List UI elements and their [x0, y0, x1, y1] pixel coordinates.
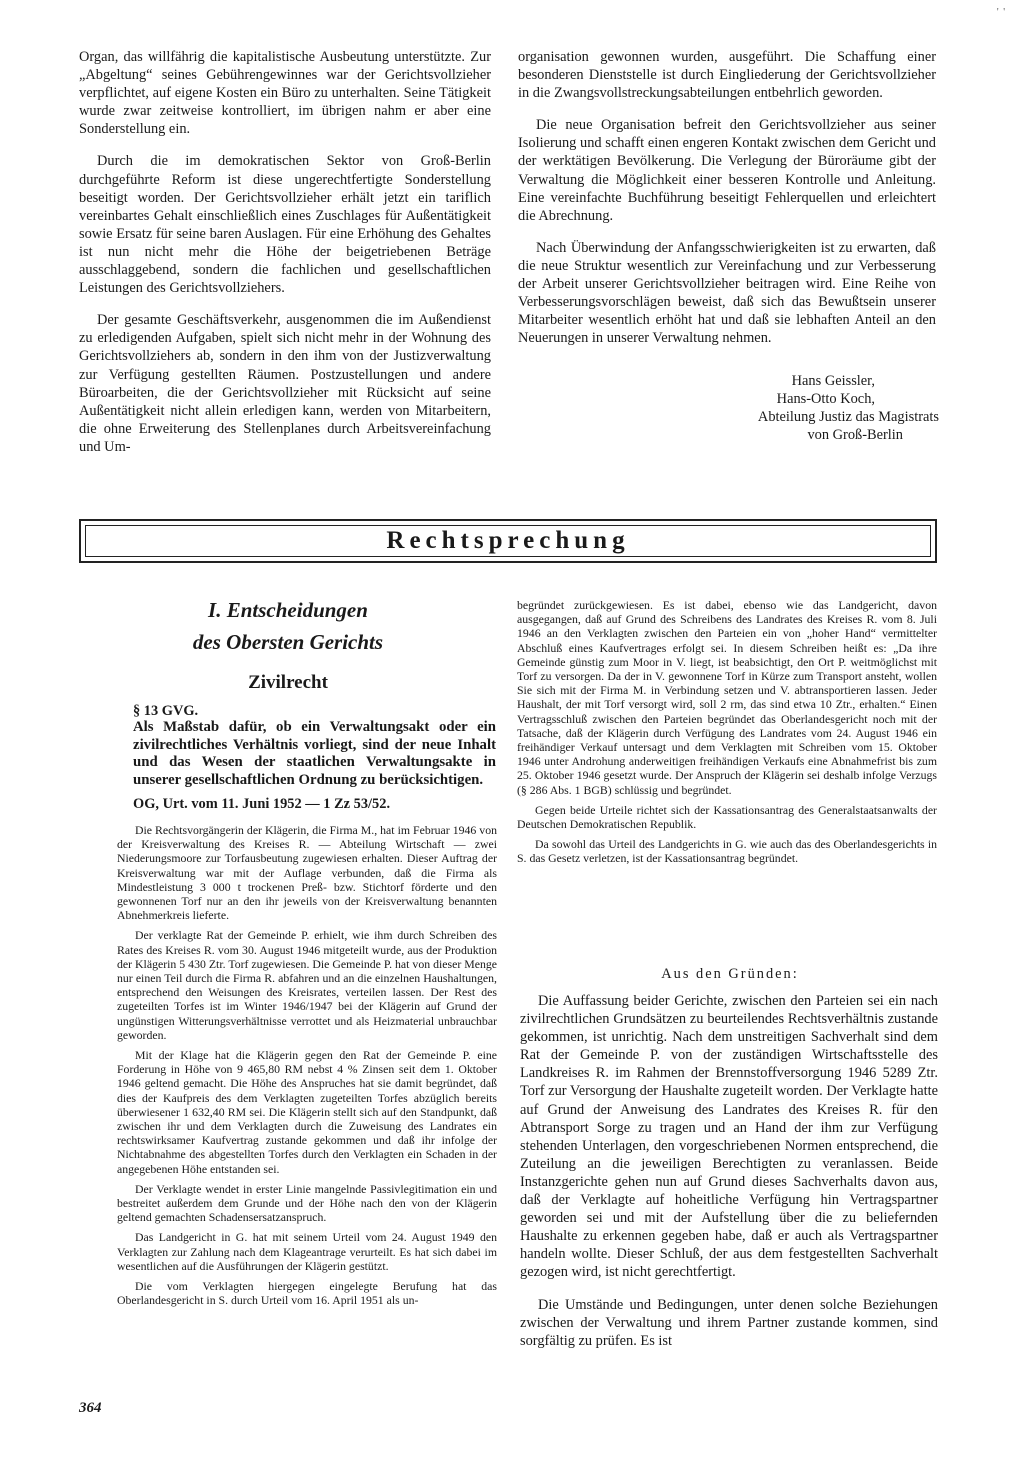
top-right-column [518, 48, 936, 361]
case-paragraph: Das Landgericht in G. hat mit seinem Urteil vom 24. August 1949 den Verklagten zur Zahlung nach dem Klageantrage verurteilt. Es hat sich dabei im wesentlichen auf die Ausführungen der Klägerin gestützt. [117, 1230, 497, 1273]
case-paragraph: Der Verklagte wendet in erster Linie mangelnde Passivlegitimation ein und bestreitet außerdem dem Grunde und der Höhe nach den von der Klägerin geltend gemachten Schadensersatzanspruch. [117, 1181, 497, 1225]
case-facts-right-column [517, 598, 937, 872]
heading-supreme-court: des Obersten Gerichts [192, 630, 384, 654]
heading-civil-law: Zivilrecht [248, 672, 328, 693]
margin-mark: ' ' [996, 7, 1006, 18]
author-name: Hans Geissler, [791, 373, 875, 389]
body-paragraph: Der gesamte Geschäftsverkehr, ausgenommen die im Außendienst zu erledigenden Aufgaben, spielt sich nicht mehr in der Wohnung des Gerichtsvollziehers ab, sondern in den ihm von der Justizverwaltung zur Verfügung gestellten Räumen. Postzustellungen und andere Büroarbeiten, die der Gerichtsvollzieher mit Rücksicht auf seine Außentätigkeit nicht allein erledigen kann, werden von Mitarbeitern, die ohne Erweiterung des Stellenplanes durch Arbeitsvereinfachung und Um- [79, 312, 491, 455]
reasons-heading: Aus den Gründen: [661, 966, 799, 982]
court-citation: OG, Urt. vom 11. Juni 1952 — 1 Zz 53/52. [133, 796, 391, 812]
author-name: Hans-Otto Koch, [776, 391, 875, 407]
heading-decisions: I. Entscheidungen [208, 598, 368, 622]
reasons-column [520, 992, 938, 1364]
department-line: von Groß-Berlin [807, 427, 903, 443]
paragraph-reference: § 13 GVG. [133, 703, 199, 719]
case-paragraph: Da sowohl das Urteil des Landgerichts in G. wie auch das des Oberlandesgerichts in S. das Gesetz verletzen, ist der Kassationsantrag begründet. [517, 837, 937, 866]
department-line: Abteilung Justiz das Magistrats [757, 409, 939, 425]
case-paragraph: Die Rechtsvorgängerin der Klägerin, die Firma M., hat im Februar 1946 von der Kreisverwaltung des Kreises R. — Abteilung Wirtschaft — zwei Niederungsmoore zur Torfausbeutung zugewiesen erhalten. Dieser Auftrag der Kreisverwaltung war mit der Auflage verbunden, daß die Firma als Mindestleistung 3 000 t trockenen Preß- bzw. Stichtorf förderte und den gewonnenen Torf nur an den ihr jeweils von der Kreisverwaltung benannten Abnehmerkreis lieferte. [117, 823, 497, 923]
page-number: 364 [79, 1400, 102, 1416]
top-left-column [79, 48, 491, 470]
signature-block [758, 372, 939, 444]
body-paragraph: Durch die im demokratischen Sektor von Groß-Berlin durchgeführte Reform ist diese ungerechtfertigte Sonderstellung beseitigt worden. Der Gerichtsvollzieher erhält jetzt ein tariflich vereinbartes Gehalt einschließlich eines Zuschlages für Außentätigkeit sowie Ersatz für seine baren Auslagen. Für eine Erhöhung des Gehaltes ist nun nicht mehr die Höhe der beigetriebenen Beträge ausschlaggebend, sondern die fachlichen und gesellschaftlichen Leistungen des Gerichtsvollziehers. [79, 153, 491, 297]
case-facts-left-column [117, 823, 497, 1314]
body-paragraph: organisation gewonnen wurden, ausgeführt. Die Schaffung einer besonderen Dienststelle ist durch Eingliederung der Gerichtsvollzieher in die Zwangsvollstreckungsabteilungen entbehrlich geworden. [518, 49, 936, 102]
lead-sentence: Als Maßstab dafür, ob ein Verwaltungsakt oder ein zivilrechtliches Verhältnis vorliegt, sind der neue Inhalt und das Wesen der staatlichen Verwaltungsakte in unserer gesellschaftlichen Ordnung zu berücksichtigen. [133, 719, 496, 788]
case-paragraph: Die vom Verklagten hiergegen eingelegte Berufung hat das Oberlandesgericht in S. durch Urteil vom 16. April 1951 als un- [117, 1279, 497, 1308]
case-paragraph: Der verklagte Rat der Gemeinde P. erhielt, wie ihm durch Schreiben des Rates des Kreises R. vom 30. August 1946 mitgeteilt wurde, aus der Produktion der Klägerin 5 430 Ztr. Torf zugewiesen. Die Gemeinde P. hat von dieser Menge nur einen Teil durch die Firma R. abfahren und an die einzelnen Haushaltungen, entsprechend den Weisungen des Kreisrates, verteilen lassen. Der Rest des zugeteilten Torfes ist im Winter 1946/1947 bei der Klägerin auf Grund der ungünstigen Witterungsverhältnisse verrottet und als Heizmaterial unbrauchbar geworden. [117, 928, 497, 1042]
section-title: Rechtsprechung [386, 527, 630, 554]
case-paragraph: Mit der Klage hat die Klägerin gegen den Rat der Gemeinde P. eine Forderung in Höhe von 9 465,80 RM nebst 4 % Zinsen seit dem 1. Oktober 1946 geltend gemacht. Die Höhe des Anspruches hat sie damit begründet, daß dies der Kaufpreis des dem Verklagten zugeteilten Torfes abzüglich bereits überwiesener 1 632,40 RM sei. Die Klägerin stellt sich auf den Standpunkt, daß zwischen ihr und dem Verklagten durch die Zuweisung des Landrates ein rechtswirksamer Kaufvertrag zustande gekommen und daß ihr infolge der Nichtabnahme des abgestellten Torfes durch den Verklagten ein Schaden in der angegebenen Höhe entstanden sei. [117, 1048, 497, 1176]
case-paragraph: begründet zurückgewiesen. Es ist dabei, ebenso wie das Landgericht, davon ausgegangen, daß auf Grund des Schreibens des Landrates des Kreises R. vom 8. Juli 1946 an den Verklagten zwischen den Parteien ein von „hoher Hand“ vermittelter Abschluß eines Kaufvertrages erfolgt sei. In diesem Schreiben heißt es: „Da ihre Gemeinde günstig zum Moor in V. liegt, ist beabsichtigt, den Ort P. weitmöglichst mit Torf zu versorgen. Da der in V. gewonnene Torf in Kürze zum Transport ansteht, wollen Sie sich mit der Firma M. in Verbindung setzen und V. abtransportieren lassen. Jeder Haushalt, der mit Torf versorgt wird, soll 2 rm, das sind etwa 10 Ztr., erhalten.“ Einen Vertragsschluß zwischen den Parteien begründet das Oberlandesgericht noch mit der Tatsache, daß der Klägerin durch Verfügung des Landrates vom 24. August 1946 ein freihändiger Verkauf untersagt und dem Verklagten mit Schreiben vom 15. Oktober 1946 unter Androhung anderweitigen freihändigen Verkaufs eine Abnahmefrist bis zum 25. Oktober 1946 gesetzt wurde. Der Anspruch der Klägerin sei deshalb infolge Verzugs (§ 286 Abs. 1 BGB) schlüssig und begründet. [517, 598, 937, 797]
body-paragraph: Die Auffassung beider Gerichte, zwischen den Parteien sei ein nach zivilrechtlichen Grundsätzen zu beurteilendes Rechtsverhältnis zustande gekommen, ist unrichtig. Nach dem unstreitigen Sachverhalt sind dem Rat der Gemeinde P. von der zuständigen Wirtschaftsstelle des Landkreises R. im Rahmen der Brennstoffversorgung 1946 5289 Ztr. Torf zur Versorgung der Haushalte zugeteilt worden. Der Verklagte hatte auf Grund der Anweisung des Landrates des Kreises R. für den Abtransport Sorge zu tragen und an Hand der ihm zur Verfügung stehenden Unterlagen, den vorgeschriebenen Normen entsprechend, die Zuteilung an die jeweiligen Berechtigten zu veranlassen. Beide Instanzgerichte gehen nun auf Grund dieses Sachverhalts davon aus, daß der Verklagte auf hoheitliche Verfügung hin Vertragspartner geworden sei und mit der Aufstellung über die zu beliefernden Haushalte zu erkennen gegeben habe, daß er auch als Vertragspartner handeln wollte. Dieser Schluß, der aus dem festgestellten Sachverhalt gezogen wird, ist nicht gerechtfertigt. [520, 993, 938, 1281]
body-paragraph: Nach Überwindung der Anfangsschwierigkeiten ist zu erwarten, daß die neue Struktur wesentlich zur Vereinfachung und zur Verbesserung der Arbeit unserer Gerichtsvollzieher beitragen wird. Eine Reihe von Verbesserungsvorschlägen beweist, daß sich das Bewußtsein unserer Mitarbeiter wesentlich erhöht hat und daß sie lebhaften Anteil an den Neuerungen in unserer Verwaltung nehmen. [518, 239, 936, 347]
body-paragraph: Die neue Organisation befreit den Gerichtsvollzieher aus seiner Isolierung und schafft einen engeren Kontakt zwischen dem Gericht und der werktätigen Bevölkerung. Die Verlegung der Büroräume gibt der Verwaltung die Möglichkeit einer besseren Kontrolle und Anleitung. Eine vereinfachte Buchführung beseitigt Fehlerquellen und erleichtert die Abrechnung. [518, 117, 936, 224]
case-paragraph: Gegen beide Urteile richtet sich der Kassationsantrag des Generalstaatsanwalts der Deutschen Demokratischen Republik. [517, 802, 937, 832]
body-paragraph: Die Umstände und Bedingungen, unter denen solche Beziehungen zwischen der Verwaltung und ihrem Partner zustande kommen, sind sorgfältig zu prüfen. Es ist [520, 1296, 938, 1349]
body-paragraph: Organ, das willfährig die kapitalistische Ausbeutung unterstützte. Zur „Abgeltung“ seines Gebührengewinnes war der Gerichtsvollzieher verpflichtet, auf eigene Kosten ein Büro zu unterhalten. Seine Tätigkeit wurde zwar zeitweise kontrolliert, im übrigen nahm er aber eine Sonderstellung ein. [79, 49, 491, 138]
section-banner [79, 519, 937, 563]
